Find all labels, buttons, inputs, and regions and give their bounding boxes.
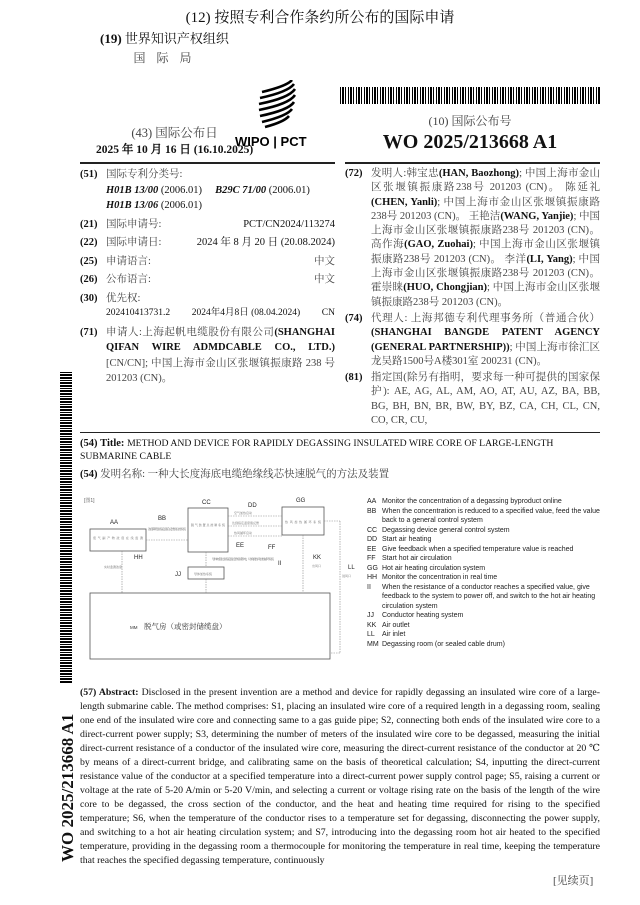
- field-label: Title:: [100, 438, 125, 449]
- field-label: 发明人:: [371, 168, 407, 179]
- field-value: 中文: [314, 274, 335, 285]
- box-jj-text: 导体加热系统: [194, 572, 213, 576]
- field-label: 公布语言:: [106, 274, 151, 285]
- legend-key: EE: [367, 545, 377, 553]
- box-gg-text: 热风加热循环系统: [285, 520, 321, 524]
- pub-no: WO 2025/213668 A1: [382, 131, 558, 153]
- priority-date: 2024年4月8日 (08.04.2024): [191, 308, 301, 318]
- inventor-address: ; 中国上海市金山区张堰镇振康路238号 201203 (CN)。 陈延礼: [371, 168, 601, 194]
- field-label: 国际申请号:: [106, 218, 162, 230]
- legend-key: HH: [367, 574, 378, 581]
- label-gg: GG: [296, 498, 306, 504]
- legend-text: When the concentration is reduced to a specified value, feed the value back to a general control system: [382, 507, 600, 524]
- title-cn-text: 一种大长度海底电缆绝缘线芯快速脱气的方法及装置: [147, 469, 390, 480]
- legend-item: [367, 583, 607, 612]
- legend-item: [367, 545, 607, 555]
- label-dd: DD: [248, 503, 257, 509]
- inventor-name-en: (LI, Yang): [526, 253, 573, 265]
- text-ll: 进风口: [342, 574, 352, 578]
- inventor-address: ; 中国上海市金山区张堰镇振康路238号 201203 (CN)。 高作海: [371, 210, 600, 251]
- inventor-address: ; 中国上海市金山区张堰镇振康路238号 201203 (CN)。: [371, 282, 601, 308]
- document-type-heading: (12) 按照专利合作条约所公布的国际申请: [185, 10, 455, 26]
- legend-text: Monitor the concentration in real time: [382, 574, 498, 581]
- legend-key: DD: [367, 536, 378, 543]
- box-mm-text: 脱气房（或密封储缆盘）: [144, 622, 227, 631]
- ipc-date: (2006.01): [268, 184, 310, 196]
- org-name: 世界知识产权组织: [124, 31, 229, 46]
- legend-key: CC: [367, 526, 378, 534]
- legend-item: [367, 526, 607, 536]
- label-bb: BB: [158, 516, 167, 522]
- text-dd: 空气加热启动: [234, 511, 253, 515]
- side-barcode: [60, 372, 72, 684]
- ipc-date: (2006.01): [160, 184, 202, 196]
- legend-key: MM: [367, 640, 379, 648]
- legend-key: GG: [367, 564, 378, 572]
- inventor-name-en: (HUO, Chongjian): [403, 282, 487, 294]
- inventor-address: ; 中国上海市金山区张堰镇振康路238号 201203 (CN)。 霍崇睐: [371, 253, 600, 294]
- publication-number-block: [340, 112, 600, 154]
- inventor-name-cn: 韩宝忠: [406, 168, 439, 179]
- logo-text: WIPO | PCT: [235, 134, 307, 149]
- legend-item: [367, 497, 607, 507]
- legend-key: LL: [367, 631, 375, 638]
- publication-date-block: [96, 123, 253, 157]
- priority: [80, 291, 335, 322]
- ipc-date: (2006.01): [160, 200, 202, 211]
- label-ll: LL: [348, 565, 355, 571]
- field-label: 国际申请日:: [106, 237, 162, 248]
- text-ee: 达到指定温度值反馈: [232, 521, 260, 525]
- figure-legend: [367, 497, 607, 649]
- pub-date-label: (43) 国际公布日: [131, 126, 218, 140]
- applicant: [80, 325, 335, 387]
- legend-key: BB: [367, 507, 377, 515]
- title-cn: [80, 468, 600, 481]
- divider: [345, 162, 600, 164]
- inventors: [345, 167, 600, 310]
- bibliographic-left: [80, 167, 335, 390]
- field-number: (51): [80, 169, 98, 180]
- label-cc: CC: [202, 500, 211, 506]
- legend-text: Start hot air circulation: [382, 555, 452, 562]
- label-aa: AA: [110, 520, 119, 526]
- label-jj: JJ: [175, 572, 181, 578]
- titles: [80, 437, 600, 481]
- bibliographic-right: [345, 167, 600, 430]
- field-label: 代理人:: [371, 312, 408, 324]
- state-codes: AE, AG, AL, AM, AO, AT, AU, AZ, BA, BB, BG, BH, BN, BR, BW, BY, BZ, CA, CH, CL, CN, CO, CR, CU,: [371, 386, 601, 427]
- box-cc-text: 脱气装置总控制系统: [191, 523, 225, 527]
- field-label: 指定国(除另有指明，要求每一种可提供的国家保护):: [371, 372, 600, 398]
- legend-item: [367, 573, 607, 583]
- legend-text: Air inlet: [382, 631, 406, 638]
- field-value: 中文: [314, 255, 335, 267]
- figure-1-diagram: [82, 493, 362, 663]
- label-kk: KK: [313, 555, 322, 561]
- agent-name-cn: 上海邦德专利代理事务所（普通合伙）: [407, 312, 600, 324]
- legend-item: [367, 611, 607, 621]
- inventor-name-en: (CHEN, Yanli): [371, 196, 438, 208]
- applicant-name-en: (SHANGHAI QIFAN WIRE ADMDCABLE CO., LTD.): [106, 326, 336, 353]
- legend-item: [367, 564, 607, 574]
- divider: [80, 162, 335, 164]
- legend-key: II: [367, 583, 371, 591]
- divider: [80, 432, 600, 433]
- field-label: 申请语言:: [106, 255, 151, 267]
- legend-item: [367, 621, 607, 631]
- wipo-pct-logo: [232, 80, 342, 150]
- text-kk: 出风口: [312, 564, 322, 568]
- legend-text: When the resistance of a conductor reaches a specified value, give feedback to the system to power off, and switch to the hot air heating circulation system: [382, 583, 596, 610]
- legend-key: KK: [367, 621, 377, 629]
- field-number: (71): [80, 326, 98, 338]
- label-hh: HH: [134, 555, 143, 561]
- agent: [345, 312, 600, 369]
- label-mm: MM: [130, 625, 138, 630]
- legend-item: [367, 630, 607, 640]
- designated-states: [345, 371, 600, 428]
- field-number: (72): [345, 168, 363, 179]
- pub-no-label: (10) 国际公布号: [428, 114, 512, 128]
- field-number: (54): [80, 438, 98, 449]
- legend-text: Air outlet: [382, 621, 410, 629]
- org-code: (19): [100, 31, 122, 46]
- inventor-name-en: (WANG, Yanjie): [500, 210, 574, 222]
- agent-name-en: (SHANGHAI BANGDE PATENT AGENCY (GENERAL PARTNERSHIP)): [371, 327, 600, 353]
- legend-item: [367, 507, 607, 526]
- box-aa-text: 废气副产物浓度在线监测: [93, 536, 143, 540]
- priority-country: CN: [321, 308, 335, 318]
- field-number: (81): [345, 372, 363, 384]
- ipc-code: H01B 13/00: [106, 184, 159, 196]
- legend-text: Give feedback when a specified temperature value is reached: [382, 545, 574, 553]
- field-number: (74): [345, 312, 363, 324]
- applicant-address: [CN/CN]; 中国上海市金山区张堰镇振康路 238 号 201203 (CN)。: [106, 357, 335, 384]
- publication-language: [80, 272, 335, 288]
- text-ff: 热风循环启动: [234, 531, 253, 535]
- legend-text: Hot air heating circulation system: [382, 564, 486, 572]
- field-number: (26): [80, 274, 98, 285]
- legend-item: [367, 535, 607, 545]
- legend-text: Monitor the concentration of a degassing byproduct online: [382, 498, 562, 505]
- legend-text: Degassing room (or sealed cable drum): [382, 640, 505, 648]
- legend-item: [367, 554, 607, 564]
- text-bb: 浓度降低到指定值后反馈到总控系统: [148, 527, 186, 531]
- field-number: (22): [80, 237, 98, 248]
- ipc-code: B29C 71/00: [215, 184, 267, 196]
- field-number: (30): [80, 292, 98, 304]
- applicant-name-cn: 上海起帆电缆股份有限公司: [141, 326, 275, 338]
- legend-text: Conductor heating system: [382, 612, 464, 619]
- pub-date: 2025 年 10 月 16 日 (16.10.2025): [96, 144, 254, 156]
- agent-address: ; 中国上海市徐汇区龙吴路1500号A楼301室 200231 (CN)。: [371, 341, 600, 367]
- priority-number: 202410413731.2: [106, 308, 171, 318]
- abstract: [80, 686, 600, 868]
- legend-key: AA: [367, 498, 377, 505]
- field-number: (25): [80, 255, 98, 267]
- abstract-label: (57) Abstract:: [80, 687, 139, 698]
- ipc-code: H01B 13/06: [106, 200, 159, 211]
- organization: [100, 28, 229, 66]
- field-label: 申请人:: [106, 326, 142, 338]
- field-label: 发明名称:: [100, 469, 146, 480]
- org-sub: 国 际 局: [133, 51, 196, 65]
- label-ii: II: [278, 561, 282, 567]
- field-number: (54): [80, 469, 98, 480]
- inventor-address: ; 中国上海市金山区张堰镇振康路238号 201203 (CN)。 李洋: [371, 239, 600, 265]
- field-label: 优先权:: [106, 292, 141, 304]
- legend-item: [367, 640, 607, 650]
- inventor-name-en: (HAN, Baozhong): [438, 168, 520, 179]
- legend-text: Start air heating: [382, 536, 432, 543]
- application-date: [80, 235, 335, 251]
- inventor-name-en: (GAO, Zuohai): [404, 239, 473, 251]
- field-value: 2024 年 8 月 20 日 (20.08.2024): [196, 237, 335, 248]
- continued-note: [见续页]: [553, 875, 594, 887]
- legend-key: JJ: [367, 612, 374, 619]
- application-number: [80, 217, 335, 233]
- title-en-text: METHOD AND DEVICE FOR RAPIDLY DEGASSING INSULATED WIRE CORE OF LARGE-LENGTH SUBMARINE CABLE: [80, 438, 554, 462]
- field-number: (21): [80, 218, 98, 230]
- field-value: PCT/CN2024/113274: [243, 218, 335, 230]
- text-ii: 导体电阻达到指定值反馈系统断电，切换到热风加热循环系统: [212, 557, 274, 561]
- ipc-classification: [80, 167, 335, 214]
- filing-language: [80, 254, 335, 270]
- label-ff: FF: [268, 545, 276, 551]
- legend-text: Degassing device general control system: [382, 526, 510, 534]
- figure-label: [图1]: [84, 498, 95, 504]
- title-en: [80, 437, 600, 463]
- side-publication-number: WO 2025/213668 A1: [58, 713, 77, 862]
- field-label: 国际专利分类号:: [106, 169, 183, 180]
- text-hh: 实时监测浓度: [104, 565, 123, 569]
- label-ee: EE: [236, 543, 245, 549]
- abstract-text: Disclosed in the present invention are a method and device for rapidly degassing an insulated wire core of a large-length submarine cable. The method comprises: S1, placing an insulated wire core of a required length in a degassing room, sealing one end of the insulated wire core and connecting same to a gas guide pipe; S2, connecting both ends of the insulated wire core to a direct-current power supply; S3, determining the number of meters of the insulated wire core to be degassed, measuring the initial direct-current resistance of a conductor of the insulated wire core, measuring the direct-current resistance of the conductor at 20 ℃ by means of a direct-current bridge, and calibrating same on the basis of theoretical calculation; S4, inputting the direct-current resistance value of the conductor at a specified temperature into a direct-current power supply control page; S5, raising a current or voltage at the rate of 5-20 A/min or 5-20 V/min, and selecting a current or voltage rising rate on the basis of the length of the wire core to be degassed, the cross section of the conductor, and the heat and heating time required for rising to the specified temperature; S6, when the temperature of the conductor rises to a temperature set for degassing, disconnecting the power supply, and switching to a hot air heating circulation system; and S7, introducing into the degassing room hot air heated to the specified temperature, providing in the degassing room a thermocouple for monitoring the temperature in real time, keeping the temperature that reaches the specified degassing temperature, continuously: [80, 687, 601, 866]
- barcode: [340, 87, 600, 104]
- legend-key: FF: [367, 555, 376, 562]
- inventor-address: ; 中国上海市金山区张堰镇振康路238号 201203 (CN)。 王艳洁: [371, 196, 600, 222]
